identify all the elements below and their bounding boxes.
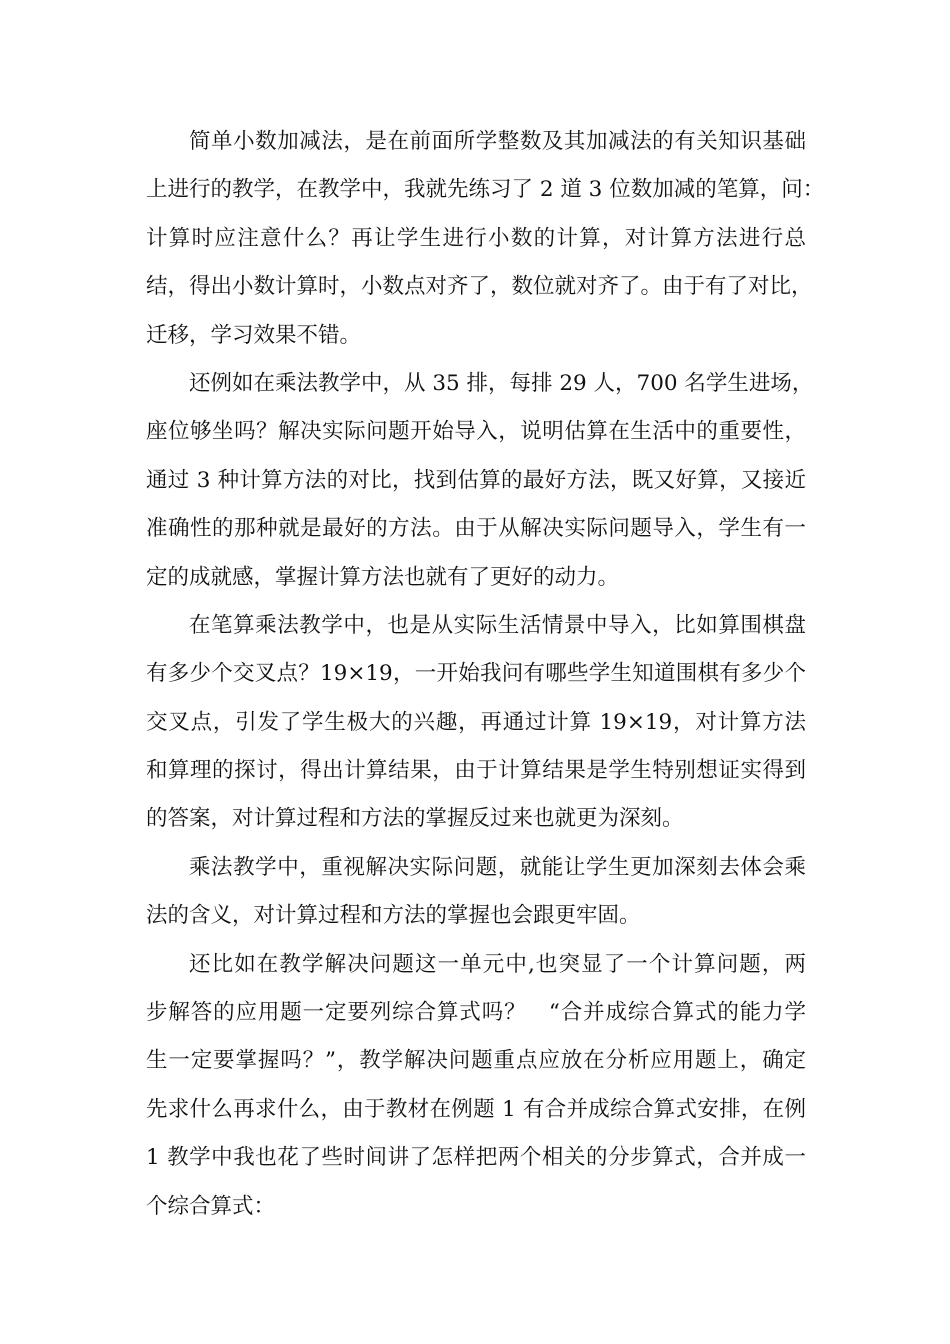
paragraph-estimation xyxy=(146,360,814,602)
document-body xyxy=(146,118,825,1231)
text-line: 还比如在教学解决问题这一单元中,也突显了一个计算问题，两 xyxy=(189,951,806,977)
text-line: 还例如在乘法教学中，从 35 排，每排 29 人，700 名学生进场， xyxy=(189,370,814,396)
text-line: 1 教学中我也花了些时间讲了怎样把两个相关的分步算式，合并成一 xyxy=(146,1145,806,1171)
text-line: 交叉点，引发了学生极大的兴趣，再通过计算 19×19，对计算方法 xyxy=(146,709,806,735)
text-line: 定的成就感，掌握计算方法也就有了更好的动力。 xyxy=(146,564,620,590)
text-line: 简单小数加减法，是在前面所学整数及其加减法的有关知识基础 xyxy=(189,129,806,154)
text-line: 座位够坐吗？解决实际问题开始导入，说明估算在生活中的重要性， xyxy=(146,419,806,445)
text-line: 有多少个交叉点？19×19，一开始我问有哪些学生知道围棋有多少个 xyxy=(146,661,806,687)
text-line: 准确性的那种就是最好的方法。由于从解决实际问题导入，学生有一 xyxy=(146,516,806,542)
text-line: 的答案，对计算过程和方法的掌握反过来也就更为深刻。 xyxy=(146,806,684,832)
text-line: 迁移，学习效果不错。 xyxy=(146,322,362,348)
text-line: 计算时应注意什么？再让学生进行小数的计算，对计算方法进行总 xyxy=(146,225,806,251)
paragraph-problem-solving xyxy=(146,941,806,1231)
text-line: 步解答的应用题一定要列综合算式吗？ “合并成综合算式的能力学 xyxy=(146,1000,806,1026)
paragraph-written-multiplication xyxy=(146,602,806,844)
text-line: 先求什么再求什么，由于教材在例题 1 有合并成综合算式安排，在例 xyxy=(146,1096,806,1122)
text-line: 和算理的探讨，得出计算结果，由于计算结果是学生特别想证实得到 xyxy=(146,758,806,784)
text-line: 乘法教学中，重视解决实际问题，就能让学生更加深刻去体会乘 xyxy=(189,854,806,880)
text-line: 个综合算式： xyxy=(146,1193,276,1219)
text-line: 通过 3 种计算方法的对比，找到估算的最好方法，既又好算，又接近 xyxy=(146,467,806,493)
paragraph-decimal-addition xyxy=(146,118,825,360)
text-line: 结，得出小数计算时，小数点对齐了，数位就对齐了。由于有了对比， xyxy=(146,274,813,300)
text-line: 在笔算乘法教学中，也是从实际生活情景中导入，比如算围棋盘 xyxy=(189,612,806,638)
text-line: 上进行的教学，在教学中，我就先练习了 2 道 3 位数加减的笔算，问： xyxy=(146,177,825,203)
paragraph-multiplication-meaning xyxy=(146,844,806,941)
text-line: 生一定要掌握吗？”，教学解决问题重点应放在分析应用题上，确定 xyxy=(146,1048,806,1074)
text-line: 法的含义，对计算过程和方法的掌握也会跟更牢固。 xyxy=(146,903,641,929)
